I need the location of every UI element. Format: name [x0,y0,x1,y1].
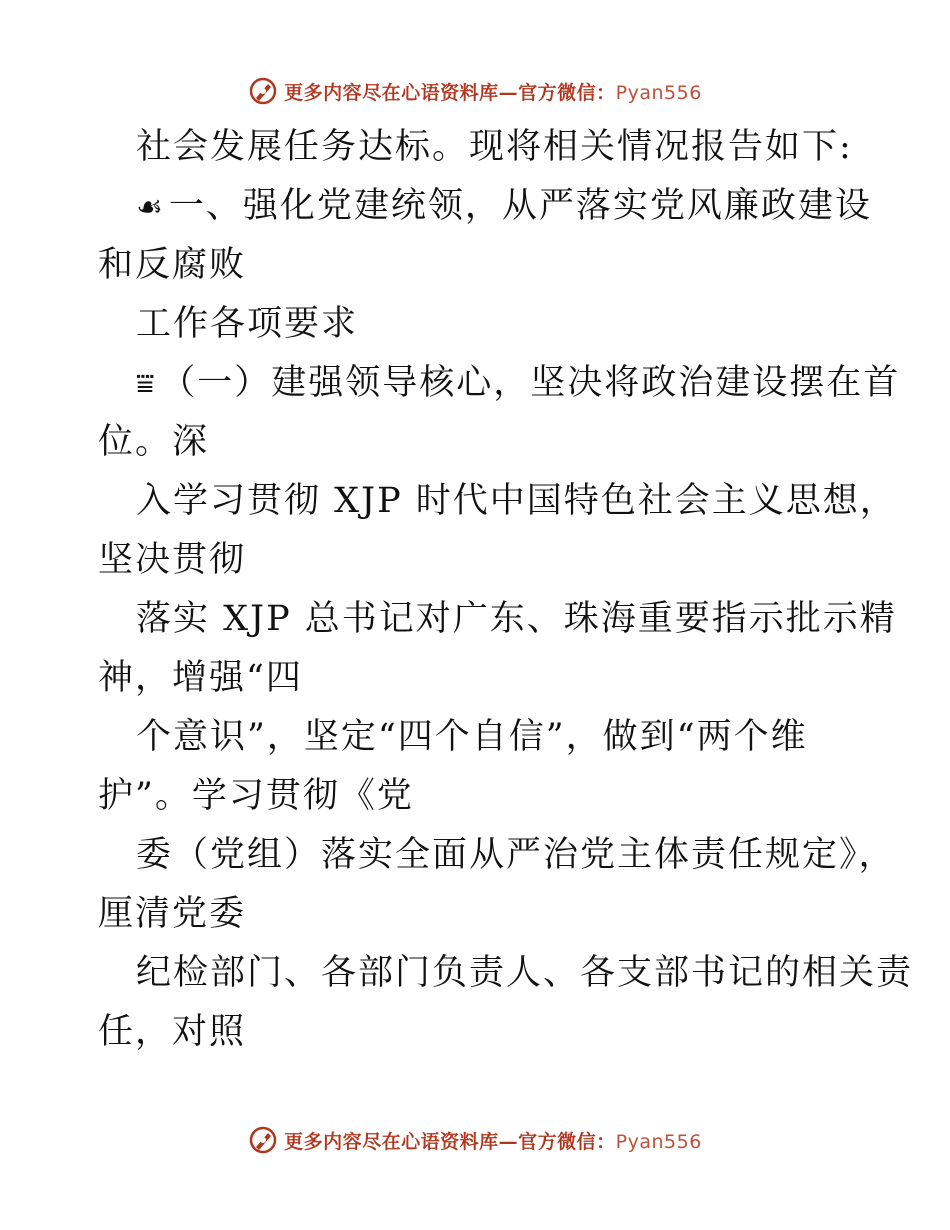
pen-logo-icon [248,1125,278,1155]
paragraph-line: 社会发展任务达标。现将相关情况报告如下: [136,127,853,167]
paragraph-line: 厘清党委 [98,894,247,934]
heading-line: ☙ 一、强化党建统领，从严落实党风廉政建设 [98,177,858,236]
banner-title: 更多内容尽在心语资料库—官方微信： [284,81,616,104]
header-banner [0,71,950,111]
paragraph-line: 任，对照 [98,1012,247,1052]
footer-banner [0,1120,950,1160]
paragraph-line: 纪检部门、各部门负责人、各支部书记的相关责 [136,953,914,993]
document-body [98,118,914,1062]
paragraph-line: 和反腐败 [98,245,247,285]
paragraph-line: 工作各项要求 [136,304,359,344]
bullet-flourish-icon: ☙ [136,190,165,225]
paragraph-line: 入学习贯彻 XJP 时代中国特色社会主义思想， [136,481,897,521]
banner-text [284,78,702,105]
paragraph-line: 坚决贯彻 [98,540,247,580]
subheading-line: ⩸ （一）建强领导核心，坚决将政治建设摆在首 [98,354,858,413]
paragraph-line: 个意识”，坚定“四个自信”，做到“两个维 [136,717,808,757]
paragraph-line: 委（党组）落实全面从严治党主体责任规定》， [136,835,896,875]
wechat-id: Pyan556 [615,81,702,104]
paragraph-line: 落实 XJP 总书记对广东、珠海重要指示批示精 [136,599,897,639]
pen-logo-icon [248,76,278,106]
banner-title: 更多内容尽在心语资料库—官方微信： [284,1130,616,1153]
banner-text [284,1127,702,1154]
paragraph-line: 位。深 [98,422,210,462]
paragraph-line: 神，增强“四 [98,658,303,698]
paragraph-line: 护”。学习贯彻《党 [98,776,414,816]
wechat-id: Pyan556 [615,1130,702,1153]
bullet-equals-icon: ⩸ [136,367,157,402]
